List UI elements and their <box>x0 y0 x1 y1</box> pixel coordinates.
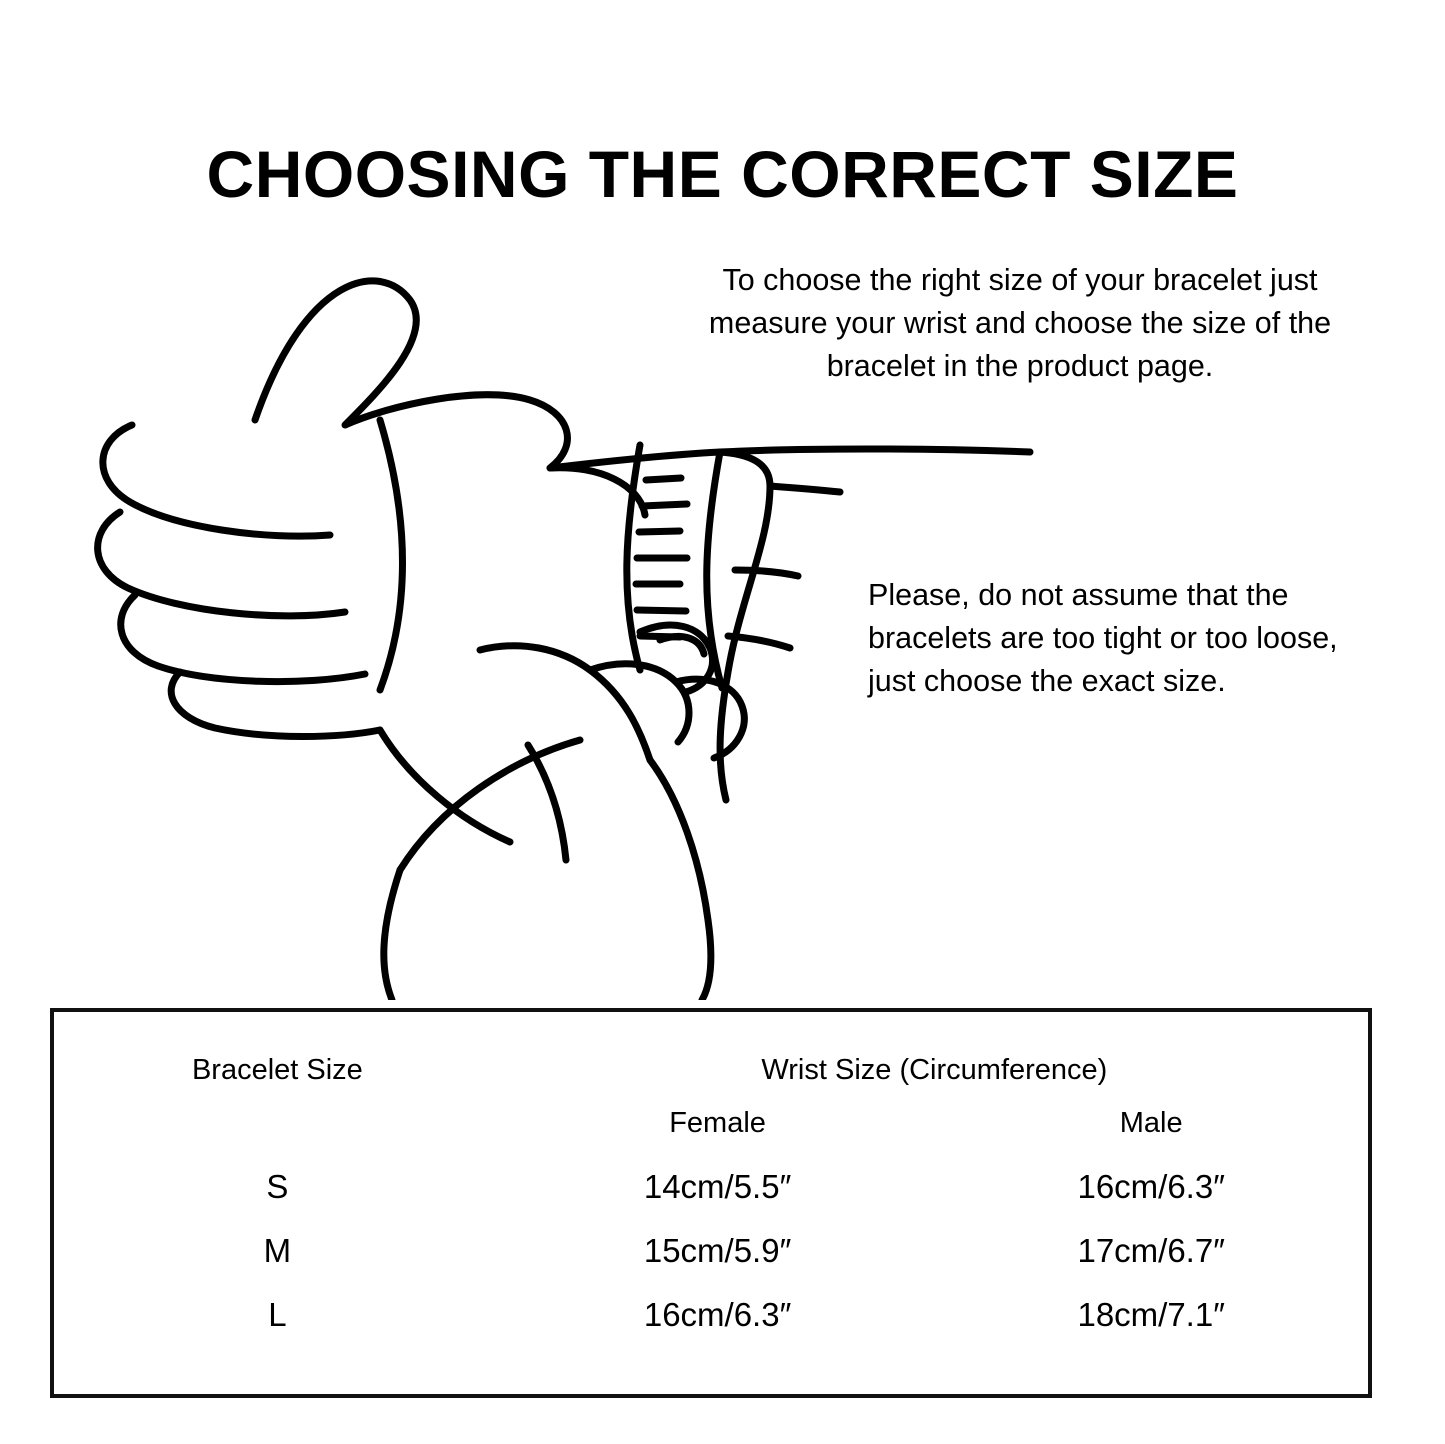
header-bracelet-size: Bracelet Size <box>191 1054 363 1086</box>
row-l-female: 16cm/6.3″ <box>643 1296 792 1333</box>
table-header-row <box>54 1012 1368 1091</box>
row-s-female: 14cm/5.5″ <box>643 1168 792 1205</box>
row-m-male: 17cm/6.7″ <box>1077 1232 1225 1269</box>
row-size-l: L <box>268 1296 287 1333</box>
row-m-female: 15cm/5.9″ <box>643 1232 792 1269</box>
row-s-male: 16cm/6.3″ <box>1077 1168 1225 1205</box>
subheader-male: Male <box>1119 1107 1183 1139</box>
row-size-s: S <box>266 1168 289 1205</box>
subheader-female: Female <box>669 1107 766 1139</box>
table-row <box>54 1274 1368 1338</box>
hand-measuring-illustration <box>80 240 1090 1000</box>
intro-paragraph: To choose the right size of your bracelet just measure your wrist and choose the size of the bracelet in the product page. <box>708 262 1332 384</box>
size-chart-table <box>54 1012 1368 1338</box>
header-wrist-size: Wrist Size (Circumference) <box>761 1054 1108 1086</box>
table-row <box>54 1146 1368 1210</box>
table-row <box>54 1210 1368 1274</box>
page-title: CHOOSING THE CORRECT SIZE <box>206 137 1239 212</box>
size-chart-table-container <box>50 1008 1372 1398</box>
note-paragraph: Please, do not assume that the bracelets are too tight or too loose, just choose the exact size. <box>868 577 1338 699</box>
subheader-blank <box>54 1091 501 1146</box>
row-l-male: 18cm/7.1″ <box>1077 1296 1225 1333</box>
table-subheader-row <box>54 1091 1368 1146</box>
row-size-m: M <box>263 1232 292 1269</box>
